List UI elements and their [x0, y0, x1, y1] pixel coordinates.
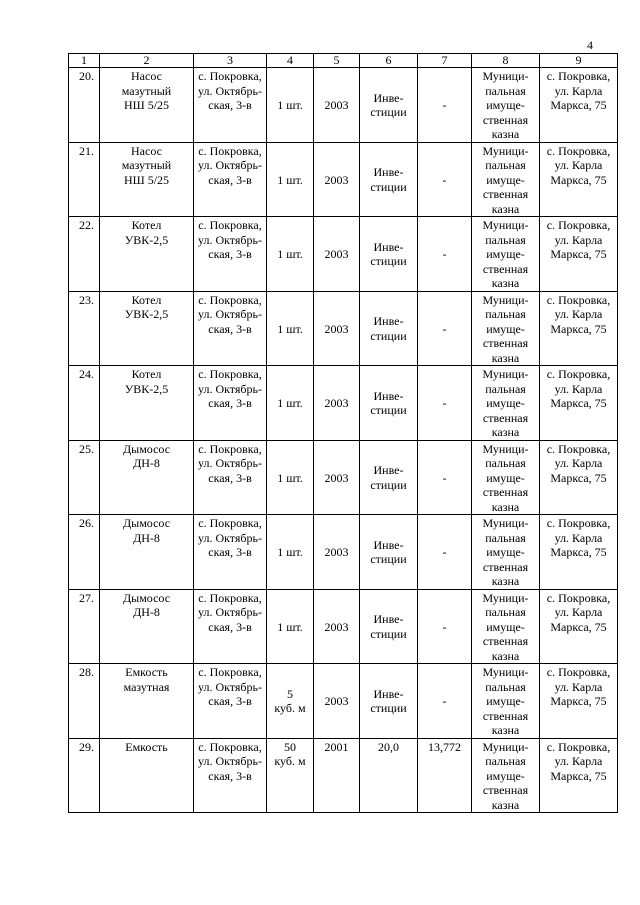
item-owner-line: казна: [491, 574, 520, 588]
table-body: [69, 68, 618, 813]
item-address-line: с. Покровка,: [198, 292, 262, 307]
item-owner-line: пальная: [485, 530, 526, 545]
row-number: 28.: [69, 664, 100, 739]
item-name: [100, 589, 194, 664]
item-location: [540, 515, 618, 590]
item-name-line: УВК-2,5: [124, 381, 169, 396]
item-source: [360, 217, 418, 292]
item-owner-line: казна: [491, 276, 520, 290]
item-location: [540, 664, 618, 739]
item-owner-line: казна: [491, 425, 520, 439]
item-address-line: с. Покровка,: [198, 590, 262, 605]
item-year: 2001: [314, 738, 360, 813]
item-owner-line: Муници-: [482, 590, 529, 605]
item-location: [540, 217, 618, 292]
item-address-line: ская, 3-в: [208, 694, 252, 708]
item-location-line: Маркса, 75: [550, 98, 607, 112]
item-location-line: с. Покровка,: [546, 665, 611, 679]
item-location-line: с. Покровка,: [546, 218, 611, 232]
item-location: [540, 589, 618, 664]
item-address-line: ул. Октябрь-: [198, 232, 262, 247]
item-name: [100, 68, 194, 143]
item-name: [100, 366, 194, 441]
item-source: [360, 738, 418, 813]
item-address: [194, 515, 267, 590]
item-owner-line: имуще-: [486, 470, 525, 485]
item-location-line: ул. Карла: [554, 307, 603, 321]
item-source: [360, 366, 418, 441]
item-source-line: 20,0: [378, 739, 399, 754]
item-owner-line: Муници-: [482, 665, 529, 679]
item-name-line: Котел: [131, 367, 162, 381]
item-owner-line: пальная: [485, 456, 526, 470]
item-source-line: Инве-: [373, 90, 404, 105]
item-source-line: Инве-: [373, 463, 404, 478]
item-owner-line: имуще-: [486, 545, 525, 559]
item-owner: [472, 142, 540, 217]
item-location-line: Маркса, 75: [550, 396, 607, 410]
table-row: [69, 366, 618, 441]
item-address-line: с. Покровка,: [198, 665, 262, 679]
item-name-line: мазутная: [123, 679, 170, 694]
item-quantity: [267, 664, 314, 739]
item-location-line: ул. Карла: [554, 83, 603, 98]
item-name-line: УВК-2,5: [124, 232, 169, 247]
row-number: 27.: [69, 589, 100, 664]
item-owner-line: ственная: [482, 783, 529, 797]
item-owner: [472, 440, 540, 515]
item-source-line: стиции: [370, 254, 407, 269]
item-address-line: с. Покровка,: [198, 367, 262, 381]
item-location: [540, 738, 618, 813]
item-owner: [472, 515, 540, 590]
item-address: [194, 664, 267, 739]
item-name: [100, 217, 194, 292]
item-value: -: [418, 366, 472, 441]
item-source-line: стиции: [370, 179, 407, 194]
item-name-line: ДН-8: [133, 605, 160, 619]
item-owner-line: пальная: [485, 754, 526, 768]
item-owner-line: казна: [491, 648, 520, 663]
item-address-line: с. Покровка,: [198, 143, 262, 158]
property-registry-table: [68, 53, 618, 813]
item-owner: [472, 217, 540, 292]
item-owner-line: казна: [491, 797, 520, 812]
item-location-line: с. Покровка,: [546, 143, 611, 158]
item-location-line: Маркса, 75: [550, 470, 607, 485]
item-owner: [472, 738, 540, 813]
item-location-line: Маркса, 75: [550, 619, 607, 634]
table-row: [69, 142, 618, 217]
item-value: -: [418, 291, 472, 366]
item-source: [360, 589, 418, 664]
item-owner-line: казна: [491, 350, 520, 365]
item-value: -: [418, 589, 472, 664]
item-location-line: с. Покровка,: [546, 590, 611, 605]
row-number: 21.: [69, 142, 100, 217]
item-owner-line: Муници-: [482, 739, 529, 754]
row-number: 26.: [69, 515, 100, 590]
item-location-line: Маркса, 75: [550, 768, 607, 783]
item-value: -: [418, 68, 472, 143]
item-owner-line: имуще-: [486, 247, 525, 261]
item-value: 13,772: [418, 738, 472, 813]
item-address: [194, 291, 267, 366]
item-value: -: [418, 440, 472, 515]
item-name-line: Дымосос: [122, 590, 171, 605]
item-quantity: [267, 142, 314, 217]
item-value: -: [418, 515, 472, 590]
item-owner-line: Муници-: [482, 69, 529, 83]
item-name-line: Дымосос: [122, 516, 171, 530]
item-quantity: [267, 738, 314, 813]
item-owner-line: имуще-: [486, 768, 525, 783]
item-owner: [472, 589, 540, 664]
item-year: 2003: [314, 366, 360, 441]
item-owner-line: Муници-: [482, 292, 529, 307]
item-quantity-line: 1 шт.: [277, 247, 303, 261]
item-address-line: ская, 3-в: [208, 321, 252, 336]
item-owner-line: ственная: [482, 559, 529, 574]
item-owner-line: ственная: [482, 336, 529, 350]
item-name: [100, 515, 194, 590]
item-source-line: стиции: [370, 701, 407, 716]
table-row: [69, 515, 618, 590]
item-address-line: с. Покровка,: [198, 739, 262, 754]
item-quantity-line: куб. м: [274, 754, 306, 768]
item-source-line: стиции: [370, 477, 407, 492]
item-address: [194, 589, 267, 664]
item-owner-line: казна: [491, 499, 520, 514]
item-address-line: ская, 3-в: [208, 98, 252, 112]
item-location-line: с. Покровка,: [546, 739, 611, 754]
item-location-line: ул. Карла: [554, 456, 603, 470]
item-owner-line: имуще-: [486, 321, 525, 336]
item-location: [540, 291, 618, 366]
item-owner-line: Муници-: [482, 218, 529, 232]
table-row: [69, 589, 618, 664]
item-location-line: с. Покровка,: [546, 441, 611, 456]
item-location-line: Маркса, 75: [550, 247, 607, 261]
item-source-line: стиции: [370, 552, 407, 567]
item-name: [100, 440, 194, 515]
item-name: [100, 142, 194, 217]
item-source-line: Инве-: [373, 314, 404, 329]
item-source-line: стиции: [370, 328, 407, 343]
item-name-line: ДН-8: [133, 456, 160, 470]
item-owner: [472, 68, 540, 143]
item-address: [194, 738, 267, 813]
item-location: [540, 440, 618, 515]
item-owner-line: пальная: [485, 232, 526, 247]
item-address-line: ул. Октябрь-: [198, 307, 262, 321]
item-owner-line: ственная: [482, 112, 529, 127]
item-name-line: НШ 5/25: [123, 98, 170, 112]
item-location-line: ул. Карла: [554, 754, 603, 768]
item-owner-line: Муници-: [482, 367, 529, 381]
item-quantity: [267, 440, 314, 515]
item-name: [100, 664, 194, 739]
item-address-line: ул. Октябрь-: [198, 530, 262, 545]
item-name-line: Насос: [131, 143, 162, 158]
table-row: [69, 440, 618, 515]
item-owner-line: имуще-: [486, 98, 525, 112]
item-owner: [472, 664, 540, 739]
item-source-line: Инве-: [373, 388, 404, 403]
item-quantity-line: 1 шт.: [277, 321, 303, 336]
item-quantity-line: 1 шт.: [277, 619, 303, 634]
item-owner-line: ственная: [482, 410, 529, 425]
item-location-line: с. Покровка,: [546, 292, 611, 307]
item-quantity-line: 1 шт.: [277, 172, 303, 187]
item-source-line: стиции: [370, 626, 407, 641]
item-address-line: с. Покровка,: [198, 69, 262, 83]
header-row: [69, 54, 618, 68]
item-year: 2003: [314, 664, 360, 739]
item-location-line: ул. Карла: [554, 679, 603, 694]
row-number: 29.: [69, 738, 100, 813]
item-address: [194, 217, 267, 292]
item-owner-line: Муници-: [482, 441, 529, 456]
item-address: [194, 68, 267, 143]
item-address: [194, 440, 267, 515]
item-quantity-line: 1 шт.: [277, 545, 303, 559]
item-year: 2003: [314, 217, 360, 292]
item-name-line: мазутный: [121, 83, 172, 98]
column-header-2: 2: [100, 54, 194, 68]
item-name-line: Котел: [131, 218, 162, 232]
item-year: 2003: [314, 440, 360, 515]
table-row: [69, 738, 618, 813]
item-owner-line: ственная: [482, 634, 529, 648]
item-location: [540, 68, 618, 143]
item-name-line: мазутный: [121, 158, 172, 172]
item-source-line: Инве-: [373, 537, 404, 552]
item-address-line: ская, 3-в: [208, 396, 252, 410]
item-address-line: ул. Октябрь-: [198, 83, 262, 98]
item-quantity-line: куб. м: [274, 701, 306, 716]
item-year: 2003: [314, 142, 360, 217]
item-source: [360, 515, 418, 590]
item-source: [360, 142, 418, 217]
item-source: [360, 291, 418, 366]
item-quantity-line: 1 шт.: [277, 98, 303, 112]
item-quantity: [267, 217, 314, 292]
column-header-8: 8: [472, 54, 540, 68]
item-quantity-line: 1 шт.: [277, 470, 303, 485]
item-location-line: ул. Карла: [554, 530, 603, 545]
item-owner-line: пальная: [485, 679, 526, 694]
item-address-line: ул. Октябрь-: [198, 456, 262, 470]
item-location-line: с. Покровка,: [546, 69, 611, 83]
item-owner-line: имуще-: [486, 619, 525, 634]
item-address-line: ул. Октябрь-: [198, 754, 262, 768]
item-owner-line: Муници-: [482, 516, 529, 530]
item-year: 2003: [314, 589, 360, 664]
item-location: [540, 142, 618, 217]
item-location-line: ул. Карла: [554, 158, 603, 172]
item-location-line: Маркса, 75: [550, 545, 607, 559]
item-owner-line: казна: [491, 723, 520, 737]
item-location-line: с. Покровка,: [546, 367, 611, 381]
row-number: 24.: [69, 366, 100, 441]
column-header-3: 3: [194, 54, 267, 68]
row-number: 23.: [69, 291, 100, 366]
item-location-line: Маркса, 75: [550, 321, 607, 336]
item-address-line: ул. Октябрь-: [198, 679, 262, 694]
row-number: 22.: [69, 217, 100, 292]
column-header-5: 5: [314, 54, 360, 68]
table-row: [69, 664, 618, 739]
item-owner-line: имуще-: [486, 396, 525, 410]
item-owner-line: имуще-: [486, 172, 525, 187]
item-address-line: ул. Октябрь-: [198, 605, 262, 619]
item-address-line: ская, 3-в: [208, 470, 252, 485]
item-address-line: ская, 3-в: [208, 172, 252, 187]
item-source: [360, 68, 418, 143]
item-owner-line: ственная: [482, 708, 529, 723]
item-address: [194, 142, 267, 217]
item-location-line: с. Покровка,: [546, 516, 611, 530]
item-address-line: с. Покровка,: [198, 218, 262, 232]
item-name-line: УВК-2,5: [124, 307, 169, 321]
item-owner-line: ственная: [482, 485, 529, 499]
item-year: 2003: [314, 291, 360, 366]
item-source-line: Инве-: [373, 239, 404, 254]
item-name-line: Емкость: [125, 739, 168, 754]
item-owner-line: пальная: [485, 83, 526, 98]
item-owner-line: пальная: [485, 605, 526, 619]
item-location: [540, 366, 618, 441]
item-quantity-line: 1 шт.: [277, 396, 303, 410]
item-owner-line: ственная: [482, 187, 529, 201]
item-source-line: Инве-: [373, 165, 404, 180]
item-address-line: ул. Октябрь-: [198, 381, 262, 396]
item-location-line: Маркса, 75: [550, 172, 607, 187]
item-name: [100, 738, 194, 813]
item-year: 2003: [314, 515, 360, 590]
item-source-line: Инве-: [373, 686, 404, 701]
item-name: [100, 291, 194, 366]
item-location-line: ул. Карла: [554, 232, 603, 247]
item-owner: [472, 366, 540, 441]
page-number: 4: [587, 38, 593, 52]
item-address-line: ская, 3-в: [208, 545, 252, 559]
item-name-line: НШ 5/25: [123, 172, 170, 187]
item-owner-line: казна: [491, 127, 520, 141]
item-owner-line: пальная: [485, 307, 526, 321]
item-source: [360, 664, 418, 739]
item-value: -: [418, 142, 472, 217]
column-header-1: 1: [69, 54, 100, 68]
table-row: [69, 217, 618, 292]
item-value: -: [418, 217, 472, 292]
item-address-line: ская, 3-в: [208, 619, 252, 634]
item-address-line: ская, 3-в: [208, 247, 252, 261]
item-owner-line: Муници-: [482, 143, 529, 158]
item-location-line: ул. Карла: [554, 381, 603, 396]
item-owner: [472, 291, 540, 366]
row-number: 20.: [69, 68, 100, 143]
table-row: [69, 68, 618, 143]
item-owner-line: ственная: [482, 261, 529, 276]
item-name-line: Насос: [131, 69, 162, 83]
item-name-line: Дымосос: [122, 441, 171, 456]
item-name-line: Емкость: [125, 665, 168, 679]
item-year: 2003: [314, 68, 360, 143]
item-owner-line: пальная: [485, 381, 526, 396]
item-quantity: [267, 515, 314, 590]
item-name-line: ДН-8: [133, 530, 160, 545]
column-header-7: 7: [418, 54, 472, 68]
item-address-line: ул. Октябрь-: [198, 158, 262, 172]
item-source-line: Инве-: [373, 612, 404, 627]
item-location-line: Маркса, 75: [550, 694, 607, 708]
item-source-line: стиции: [370, 105, 407, 120]
item-address: [194, 366, 267, 441]
item-quantity: [267, 589, 314, 664]
item-quantity-line: 50: [284, 739, 296, 754]
column-header-9: 9: [540, 54, 618, 68]
item-address-line: с. Покровка,: [198, 441, 262, 456]
table-row: [69, 291, 618, 366]
item-owner-line: пальная: [485, 158, 526, 172]
item-owner-line: казна: [491, 201, 520, 216]
item-quantity: [267, 366, 314, 441]
item-quantity: [267, 68, 314, 143]
item-address-line: ская, 3-в: [208, 768, 252, 783]
column-header-4: 4: [267, 54, 314, 68]
column-header-6: 6: [360, 54, 418, 68]
item-source-line: стиции: [370, 403, 407, 418]
item-quantity-line: 5: [287, 686, 293, 701]
row-number: 25.: [69, 440, 100, 515]
item-name-line: Котел: [131, 292, 162, 307]
item-quantity: [267, 291, 314, 366]
item-location-line: ул. Карла: [554, 605, 603, 619]
item-owner-line: имуще-: [486, 694, 525, 708]
item-value: -: [418, 664, 472, 739]
item-address-line: с. Покровка,: [198, 516, 262, 530]
item-source: [360, 440, 418, 515]
